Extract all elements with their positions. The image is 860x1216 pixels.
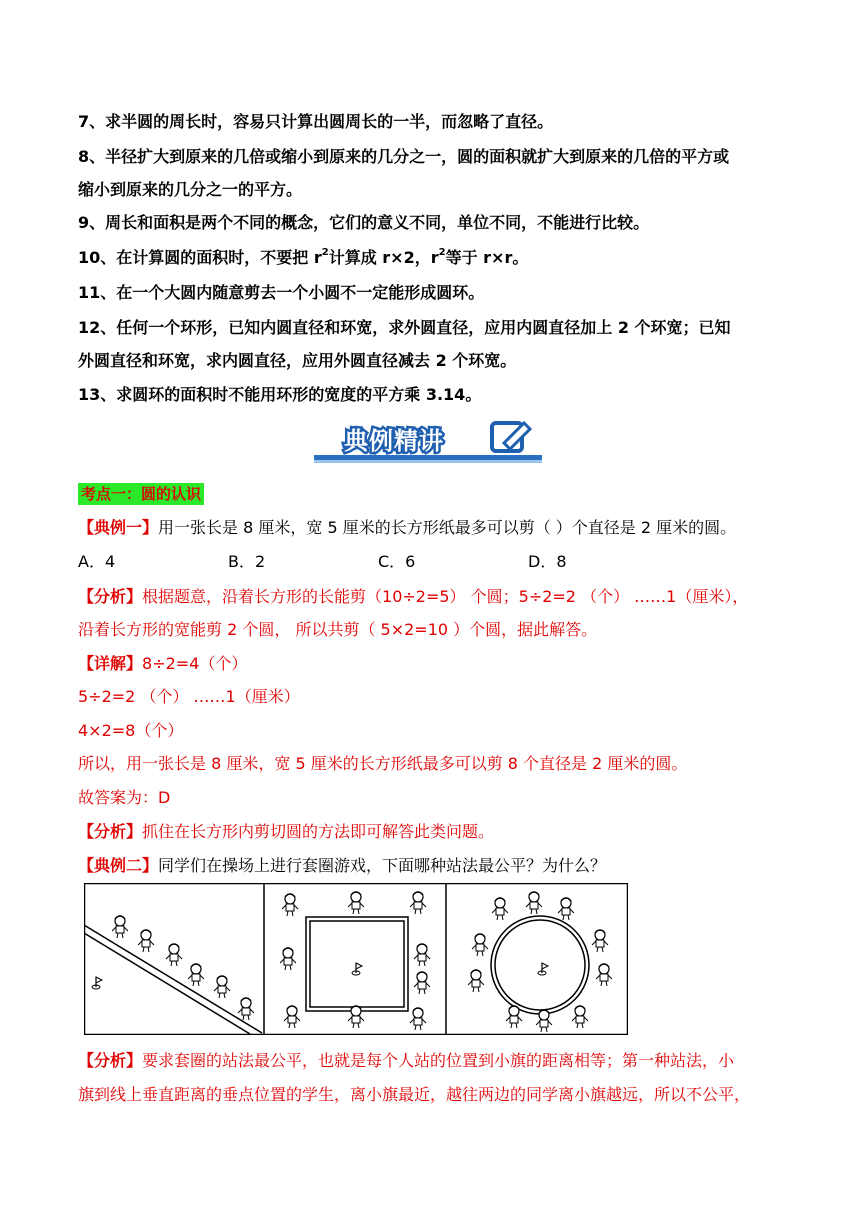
answer-1: 故答案为：D [78,788,171,807]
analysis-1-line2: 沿着长方形的宽能剪 2 个圆， 所以共剪（ 5×2=10 ）个圆，据此解答。 [78,620,598,639]
analysis-2-line1: 【分析】要求套圈的站法最公平，也就是每个人站的位置到小旗的距离相等；第一种站法，小 [78,1051,735,1070]
rule-12-line2: 外圆直径和环宽，求内圆直径，应用外圆直径减去 2 个环宽。 [78,351,517,370]
analysis-1-line1: 【分析】根据题意，沿着长方形的长能剪（10÷2=5） 个圆；5÷2=2 （个） ……1（厘米）， [78,587,749,606]
rule-13: 13、求圆环的面积时不能用环形的宽度的平方乘 3.14。 [78,385,482,404]
example-1-options [78,552,678,572]
banner-title: 典例精讲 [344,427,444,455]
analysis-1b: 【分析】抓住在长方形内剪切圆的方法即可解答此类问题。 [78,822,495,841]
example-2-tag: 【典例二】 [78,856,159,875]
section-banner [314,417,544,465]
example-1-tag: 【典例一】 [78,518,159,537]
rule-8-line1: 8、半径扩大到原来的几倍或缩小到原来的几分之一，圆的面积就扩大到原来的几倍的平方或 [78,147,730,166]
edit-icon [492,423,530,451]
example-1-question: 用一张长是 8 厘米，宽 5 厘米的长方形纸最多可以剪（ ）个直径是 2 厘米的圆。 [158,518,737,537]
detail-1-line3: 4×2=8（个） [78,721,184,740]
rule-11: 11、在一个大圆内随意剪去一个小圆不一定能形成圆环。 [78,283,485,302]
rule-12-line1: 12、任何一个环形，已知内圆直径和环宽，求外圆直径，应用内圆直径加上 2 个环宽；已知 [78,318,731,337]
example-2-question: 同学们在操场上进行套圈游戏，下面哪种站法最公平？为什么？ [158,856,607,875]
option-a: A．4 [78,552,116,571]
detail-1-line4: 所以，用一张长是 8 厘米，宽 5 厘米的长方形纸最多可以剪 8 个直径是 2 厘米的圆。 [78,754,688,773]
rule-7: 7、求半圆的周长时，容易只计算出圆周长的一半，而忽略了直径。 [78,112,554,131]
rule-10: 10、在计算圆的面积时，不要把 $r^2$计算成 r×2，$r^2$等于 r×r。 [78,247,529,267]
option-d: D．8 [528,552,567,571]
example-1 [78,518,736,538]
ring-toss-figure [84,883,628,1035]
rule-9: 9、周长和面积是两个不同的概念，它们的意义不同，单位不同，不能进行比较。 [78,213,650,232]
option-c: C．6 [378,552,416,571]
kaodian-label: 考点一：圆的认识 [78,483,204,505]
rule-8-line2: 缩小到原来的几分之一的平方。 [78,180,303,199]
detail-1-line2: 5÷2=2 （个） ……1（厘米） [78,687,300,706]
detail-1-line1: 【详解】8÷2=4（个） [78,654,248,673]
example-2 [78,856,606,876]
analysis-2-line2: 旗到线上垂直距离的垂点位置的学生，离小旗最近，越往两边的同学离小旗越远，所以不公平， [78,1085,751,1104]
option-b: B．2 [228,552,266,571]
